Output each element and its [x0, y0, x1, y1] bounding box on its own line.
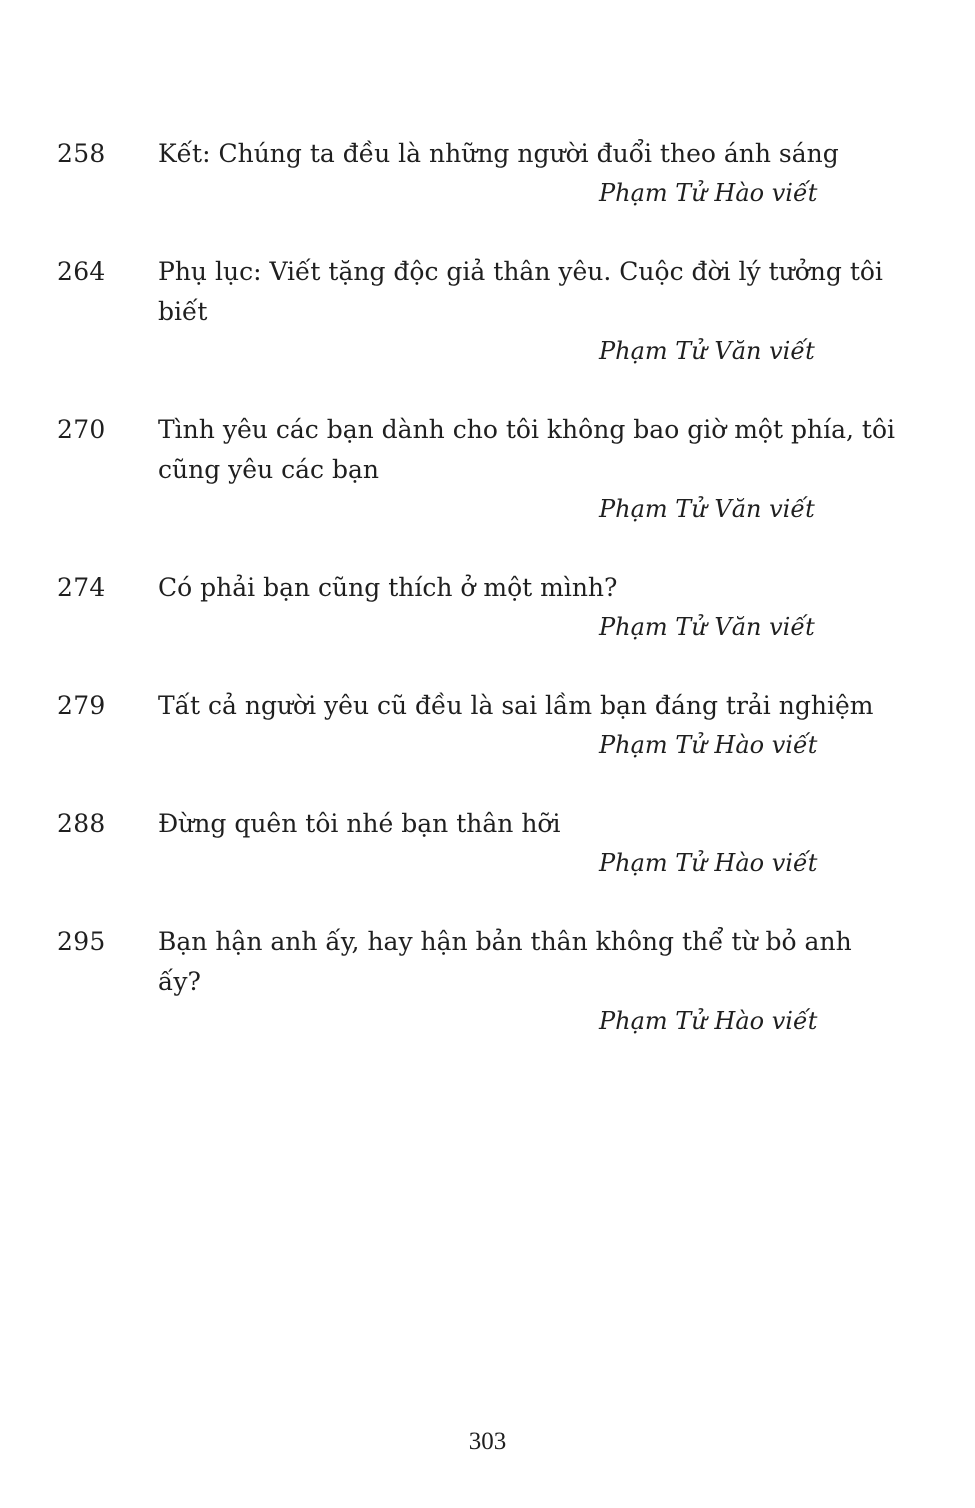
entry-title: Kết: Chúng ta đều là những người đuổi theo ánh sáng — [158, 139, 839, 168]
entry-title: Tình yêu các bạn dành cho tôi không bao giờ một phía, tôi cũng yêu các bạn — [158, 415, 895, 484]
entry-page-number: 279 — [57, 691, 106, 720]
toc-entry — [57, 804, 895, 882]
entry-body — [158, 134, 895, 212]
entry-body — [158, 686, 895, 764]
entry-body — [158, 568, 895, 646]
entry-author: Phạm Tử Văn viết — [599, 613, 815, 641]
toc-entry — [57, 686, 895, 764]
entry-author: Phạm Tử Văn viết — [599, 337, 815, 365]
entry-page-number: 258 — [57, 139, 106, 168]
toc-entry — [57, 134, 895, 212]
entry-author: Phạm Tử Hào viết — [599, 1007, 818, 1035]
entry-title: Bạn hận anh ấy, hay hận bản thân không thể từ bỏ anh ấy? — [158, 927, 852, 996]
entry-author: Phạm Tử Hào viết — [599, 731, 818, 759]
entry-body — [158, 804, 895, 882]
entry-page-number: 270 — [57, 415, 106, 444]
entry-page-number: 295 — [57, 927, 106, 956]
toc-entry — [57, 410, 895, 528]
entry-page-number: 264 — [57, 257, 106, 286]
entry-author: Phạm Tử Hào viết — [599, 849, 818, 877]
toc-entry — [57, 922, 895, 1040]
toc-entry — [57, 568, 895, 646]
entry-body — [158, 410, 895, 528]
entry-title: Phụ lục: Viết tặng độc giả thân yêu. Cuộc đời lý tưởng tôi biết — [158, 257, 883, 326]
entry-body — [158, 252, 895, 370]
entry-author: Phạm Tử Văn viết — [599, 495, 815, 523]
toc-entry — [57, 252, 895, 370]
entry-title: Có phải bạn cũng thích ở một mình? — [158, 573, 618, 602]
entry-page-number: 274 — [57, 573, 106, 602]
page-number-folio: 303 — [468, 1428, 507, 1455]
entry-title: Đừng quên tôi nhé bạn thân hỡi — [158, 809, 561, 838]
table-of-contents — [57, 134, 895, 1040]
entry-body — [158, 922, 895, 1040]
entry-author: Phạm Tử Hào viết — [599, 179, 818, 207]
entry-title: Tất cả người yêu cũ đều là sai lầm bạn đáng trải nghiệm — [158, 691, 874, 720]
entry-page-number: 288 — [57, 809, 106, 838]
